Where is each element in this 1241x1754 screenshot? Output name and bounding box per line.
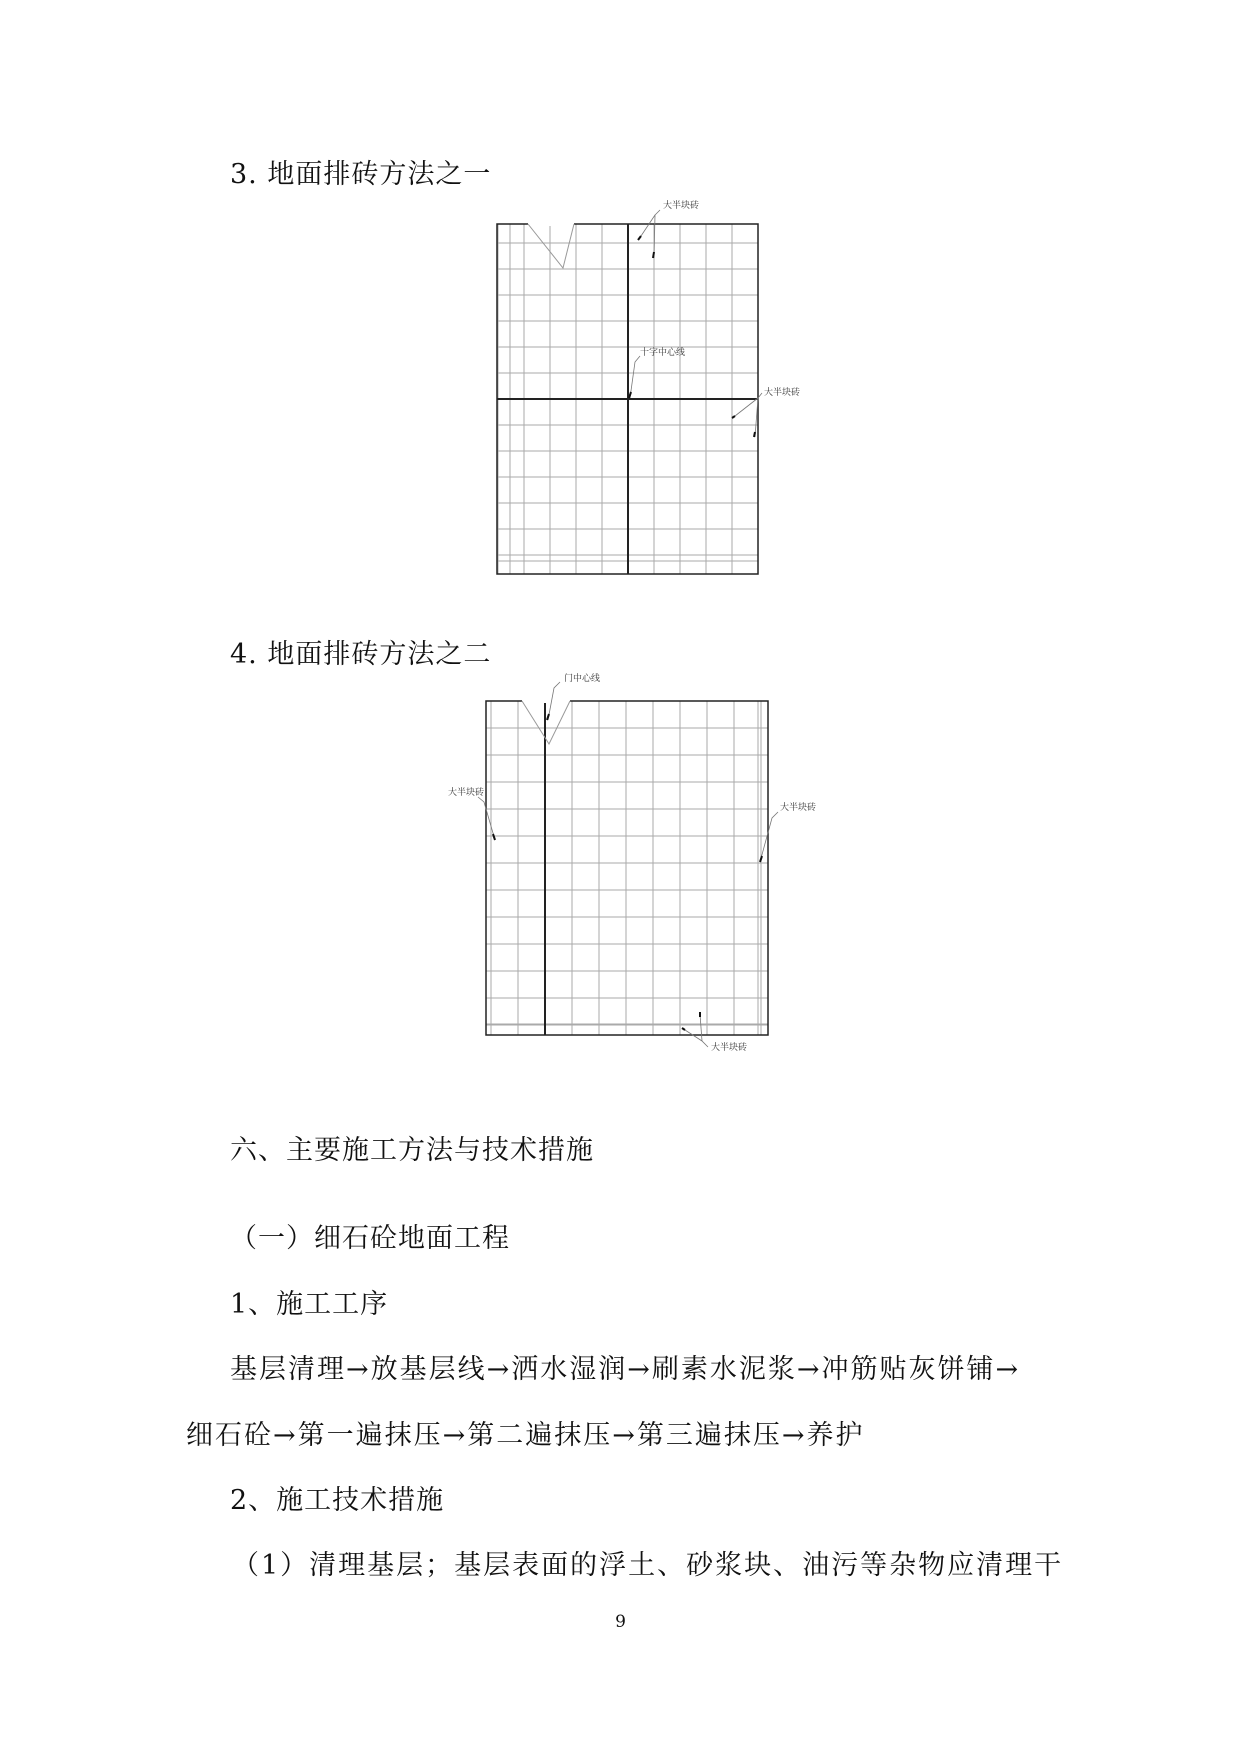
fig2-label-left: 大半块砖 [448,788,485,798]
leader-bottom [685,1030,708,1047]
tile-layout-diagram-1 [440,190,800,590]
fig2-label-top: 门中心线 [564,674,601,684]
leader-right-2 [760,812,778,862]
fig2-label-bottom: 大半块砖 [711,1043,748,1053]
tile-grid-2 [486,701,768,1035]
process-line-2: 细石砼→第一遍抹压→第二遍抹压→第三遍抹压→养护 [186,1420,865,1451]
fig2-label-right: 大半块砖 [780,803,817,813]
figure-1-title: 3. 地面排砖方法之一 [230,159,492,190]
fig1-label-center: 十字中心线 [640,348,686,358]
fig1-label-top: 大半块砖 [663,201,700,211]
item-1-heading: 1、施工工序 [230,1289,389,1320]
fig1-label-right: 大半块砖 [764,388,800,398]
room-outline-2 [486,701,768,1035]
paragraph-1-line-1: （1）清理基层；基层表面的浮土、砂浆块、油污等杂物应清理干 [232,1550,1064,1581]
subsection-1-heading: （一）细石砼地面工程 [230,1223,510,1254]
door-swing [528,224,574,268]
leader-center [630,356,640,398]
figure-2-title: 4. 地面排砖方法之二 [230,639,492,670]
process-line-1: 基层清理→放基层线→洒水湿润→刷素水泥浆→冲筋贴灰饼铺→ [230,1354,1021,1385]
page-number: 9 [615,1612,626,1632]
section-6-heading: 六、主要施工方法与技术措施 [230,1135,594,1166]
leader-top [654,210,660,258]
tile-layout-diagram-2 [440,670,820,1070]
item-2-heading: 2、施工技术措施 [230,1485,445,1516]
